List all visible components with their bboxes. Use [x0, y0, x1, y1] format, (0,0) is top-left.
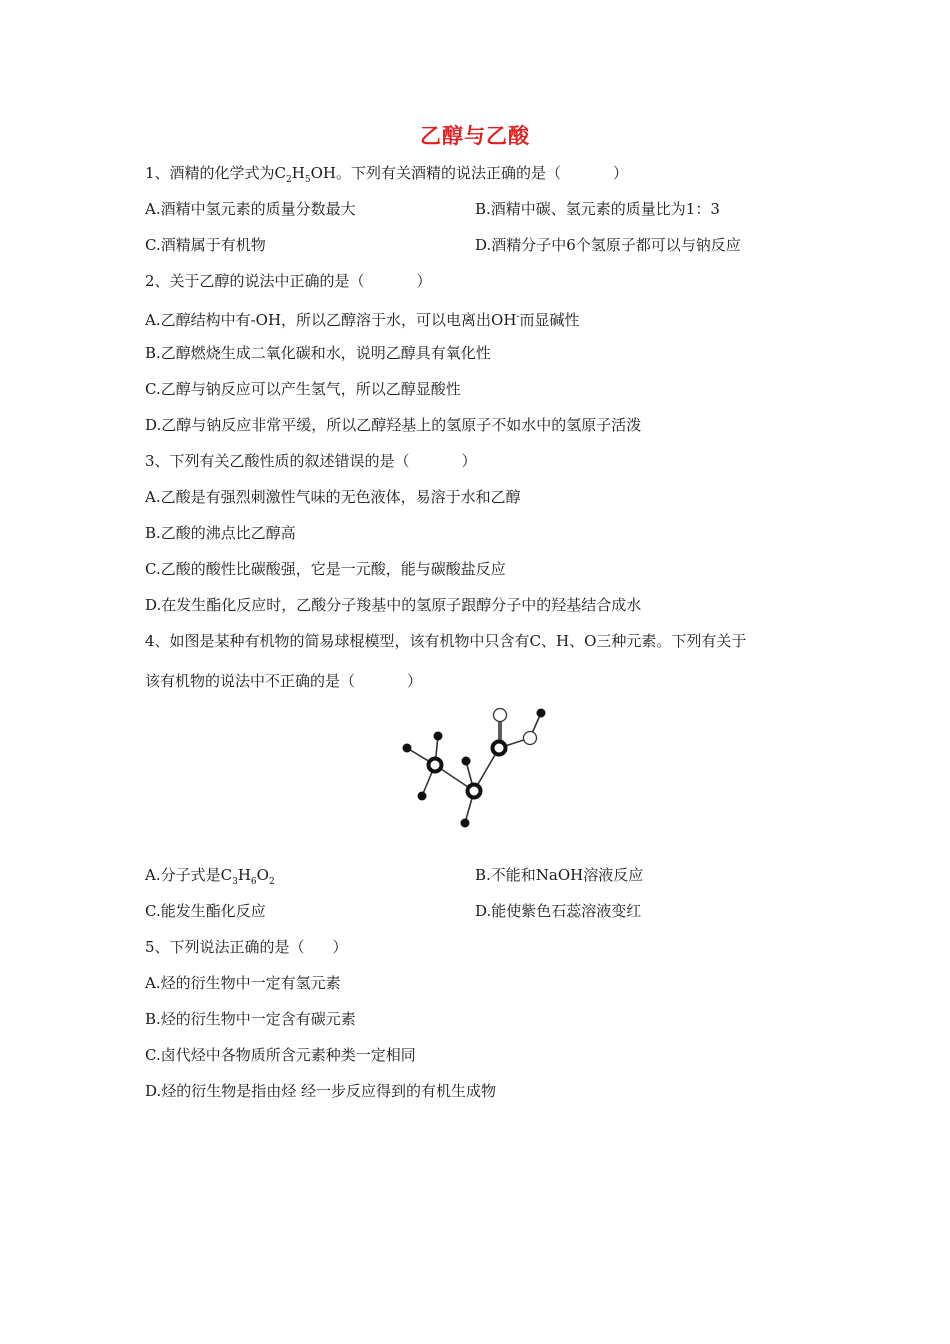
- question-3-option-c: C.乙酸的酸性比碳酸强，它是一元酸，能与碳酸盐反应: [145, 560, 506, 578]
- question-2-option-c: C.乙醇与钠反应可以产生氢气，所以乙醇显酸性: [145, 380, 461, 398]
- question-3-option-a: A.乙酸是有强烈刺激性气味的无色液体，易溶于水和乙醇: [145, 488, 521, 506]
- question-3-option-b: B.乙酸的沸点比乙醇高: [145, 524, 296, 542]
- carbon-atoms: [429, 742, 506, 798]
- question-4-option-a: A.分子式是$C_3H_6O_2$: [145, 866, 275, 887]
- question-4-option-b: B.不能和NaOH溶液反应: [475, 866, 644, 884]
- question-5-option-c: C.卤代烃中各物质所含元素种类一定相同: [145, 1046, 416, 1064]
- question-5-option-a: A.烃的衍生物中一定有氢元素: [145, 974, 341, 992]
- page-title: 乙醇与乙酸: [420, 124, 530, 148]
- question-1-stem: 1、酒精的化学式为$C_2H_5OH$。下列有关酒精的说法正确的是（ ）: [145, 164, 628, 185]
- question-5-option-b: B.烃的衍生物中一定含有碳元素: [145, 1010, 356, 1028]
- question-1-option-d: D.酒精分子中6个氢原子都可以与钠反应: [475, 236, 741, 254]
- question-1-option-b: B.酒精中碳、氢元素的质量比为1：3: [475, 200, 720, 218]
- question-5-stem: 5、下列说法正确的是（ ）: [145, 938, 348, 956]
- oxygen-atoms: [494, 709, 537, 745]
- hydrogen-atoms: [403, 709, 546, 828]
- question-4-option-d: D.能使紫色石蕊溶液变红: [475, 902, 642, 920]
- question-2-option-d: D.乙醇与钠反应非常平缓，所以乙醇羟基上的氢原子不如水中的氢原子活泼: [145, 416, 642, 434]
- question-4-stem-line-1: 4、如图是某种有机物的简易球棍模型，该有机物中只含有C、H、O三种元素。下列有关于: [145, 632, 747, 650]
- ball-and-stick-model-figure: [390, 700, 560, 835]
- question-1-option-a: A.酒精中氢元素的质量分数最大: [145, 200, 356, 218]
- question-4-option-c: C.能发生酯化反应: [145, 902, 266, 920]
- question-2-option-b: B.乙醇燃烧生成二氧化碳和水，说明乙醇具有氧化性: [145, 344, 491, 362]
- question-1-option-c: C.酒精属于有机物: [145, 236, 266, 254]
- question-3-option-d: D.在发生酯化反应时，乙酸分子羧基中的氢原子跟醇分子中的羟基结合成水: [145, 596, 642, 614]
- question-2-stem: 2、关于乙醇的说法中正确的是（ ）: [145, 272, 432, 290]
- question-4-stem-line-2: 该有机物的说法中不正确的是（ ）: [145, 672, 423, 690]
- question-3-stem: 3、下列有关乙酸性质的叙述错误的是（ ）: [145, 452, 477, 470]
- question-2-option-a: A.乙醇结构中有-OH，所以乙醇溶于水，可以电离出OH-而显碱性: [145, 311, 580, 329]
- question-5-option-d: D.烃的衍生物是指由烃 经一步反应得到的有机生成物: [145, 1082, 497, 1100]
